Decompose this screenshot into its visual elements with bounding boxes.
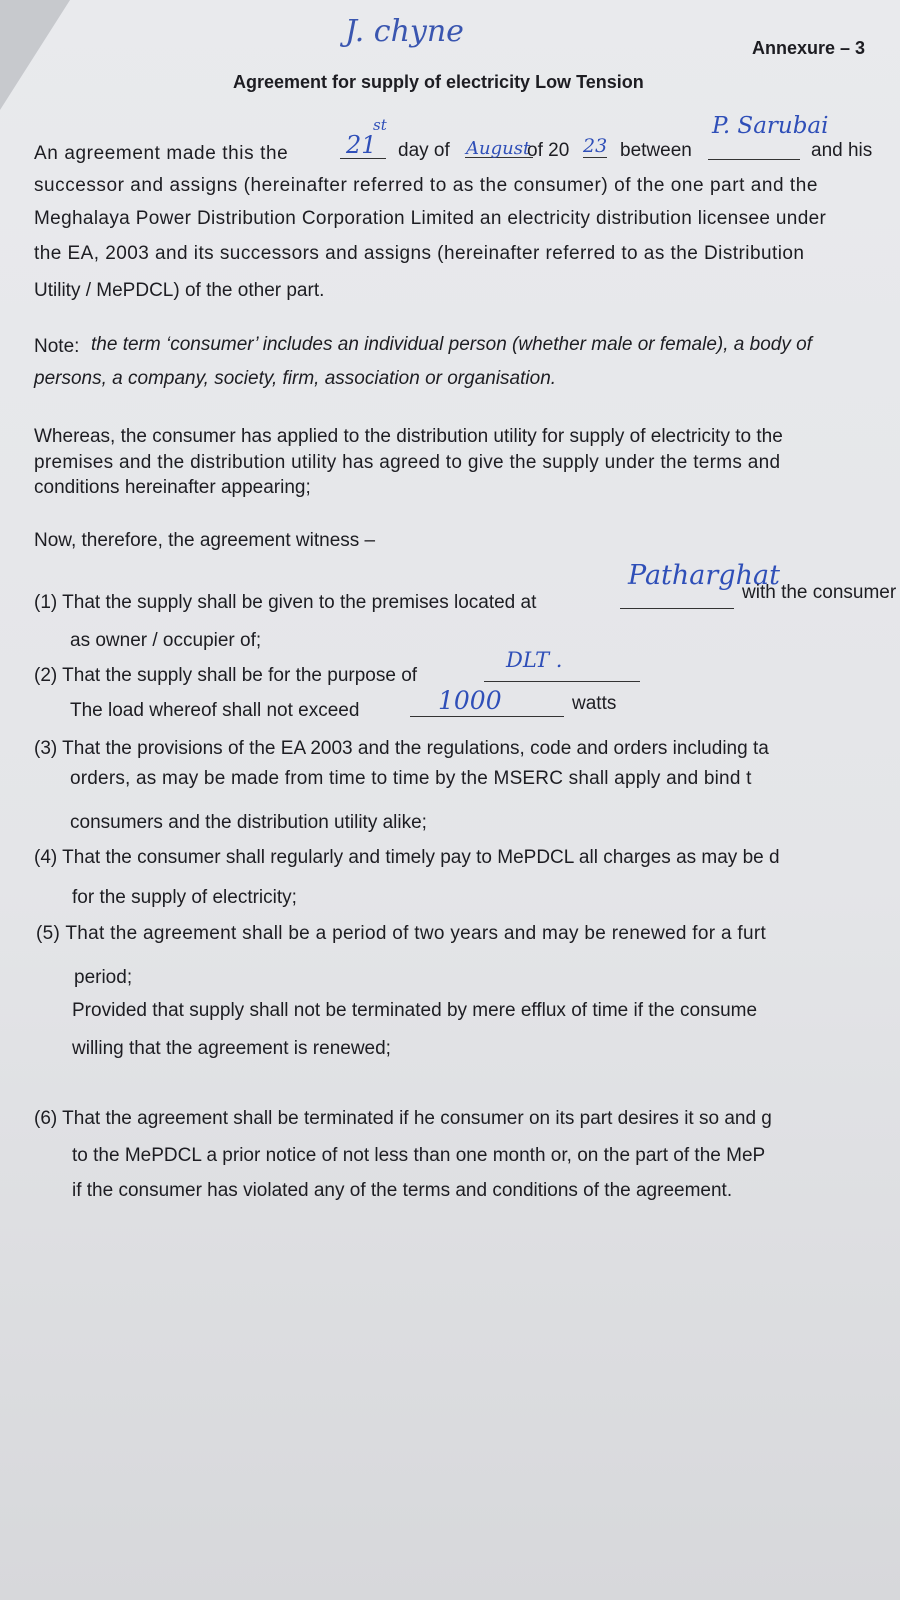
annexure-label: Annexure – 3 xyxy=(752,38,866,58)
now-therefore: Now, therefore, the agreement witness – xyxy=(34,530,376,551)
handwritten-signature: J. chyne xyxy=(345,14,464,49)
load-blank-line xyxy=(410,716,564,717)
clause-2-line-2: The load whereof shall not exceed xyxy=(70,700,360,721)
load-unit: watts xyxy=(572,693,617,714)
year-value: 23 xyxy=(583,135,608,157)
page-corner-shadow xyxy=(0,0,70,110)
clause-5-line-2: period; xyxy=(74,967,133,988)
intro-and-his: and his xyxy=(811,140,873,161)
clause-1-after: with the consumer xyxy=(742,582,897,603)
note-label: Note: xyxy=(34,336,80,357)
clause-6-line-2: to the MePDCL a prior notice of not less than one month or, on the part of the MeP xyxy=(72,1145,766,1166)
consumer-name-value: P. Sarubai xyxy=(712,113,829,139)
name-blank-line xyxy=(708,159,800,160)
intro-of-20: of 20 xyxy=(527,140,570,161)
day-value: 21 xyxy=(346,131,377,159)
whereas-line-3: conditions hereinafter appearing; xyxy=(34,477,311,498)
month-value: August xyxy=(466,138,531,159)
intro-line-5: Utility / MePDCL) of the other part. xyxy=(34,280,325,301)
clause-1-line-2: as owner / occupier of; xyxy=(70,630,262,651)
clause-5-line-3: Provided that supply shall not be terminated by mere efflux of time if the consume xyxy=(72,1000,758,1021)
intro-line-3: Meghalaya Power Distribution Corporation Limited an electricity distribution licensee under xyxy=(34,208,827,229)
clause-3-line-3: consumers and the distribution utility alike; xyxy=(70,812,427,833)
whereas-line-2: premises and the distribution utility has agreed to give the supply under the terms and xyxy=(34,452,781,473)
clause-1-line-1: (1) That the supply shall be given to the premises located at xyxy=(34,592,537,613)
day-suffix: st xyxy=(373,116,387,134)
note-line-1: the term ‘consumer’ includes an individual person (whether male or female), a body of xyxy=(91,334,812,355)
purpose-value: DLT . xyxy=(506,648,563,672)
clause-5-line-4: willing that the agreement is renewed; xyxy=(72,1038,391,1059)
clause-2-line-1: (2) That the supply shall be for the purpose of xyxy=(34,665,418,686)
load-value: 1000 xyxy=(438,686,502,715)
clause-6-line-1: (6) That the agreement shall be terminated if he consumer on its part desires it so and g xyxy=(34,1108,772,1129)
purpose-blank-line xyxy=(484,681,640,682)
clause-3-line-1: (3) That the provisions of the EA 2003 and the regulations, code and orders including ta xyxy=(34,738,769,759)
clause-6-line-3: if the consumer has violated any of the terms and conditions of the agreement. xyxy=(72,1180,733,1201)
clause-5-line-1: (5) That the agreement shall be a period of two years and may be renewed for a furt xyxy=(36,923,767,944)
clause-4-line-2: for the supply of electricity; xyxy=(72,887,297,908)
whereas-line-1: Whereas, the consumer has applied to the distribution utility for supply of electricity to the xyxy=(34,426,783,447)
note-line-2: persons, a company, society, firm, association or organisation. xyxy=(34,368,557,389)
clause-3-line-2: orders, as may be made from time to time by the MSERC shall apply and bind t xyxy=(70,768,752,789)
intro-line-4: the EA, 2003 and its successors and assigns (hereinafter referred to as the Distribution xyxy=(34,243,805,264)
clause-4-line-1: (4) That the consumer shall regularly and timely pay to MePDCL all charges as may be d xyxy=(34,847,780,868)
document-title: Agreement for supply of electricity Low Tension xyxy=(233,72,644,92)
intro-day-of: day of xyxy=(398,140,450,161)
premises-blank-line xyxy=(620,608,734,609)
intro-between: between xyxy=(620,140,692,161)
premises-value: Patharghat xyxy=(628,560,780,591)
intro-line-2: successor and assigns (hereinafter referred to as the consumer) of the one part and the xyxy=(34,175,818,196)
year-blank-line xyxy=(583,157,607,158)
intro-pre-day: An agreement made this the xyxy=(34,143,289,164)
